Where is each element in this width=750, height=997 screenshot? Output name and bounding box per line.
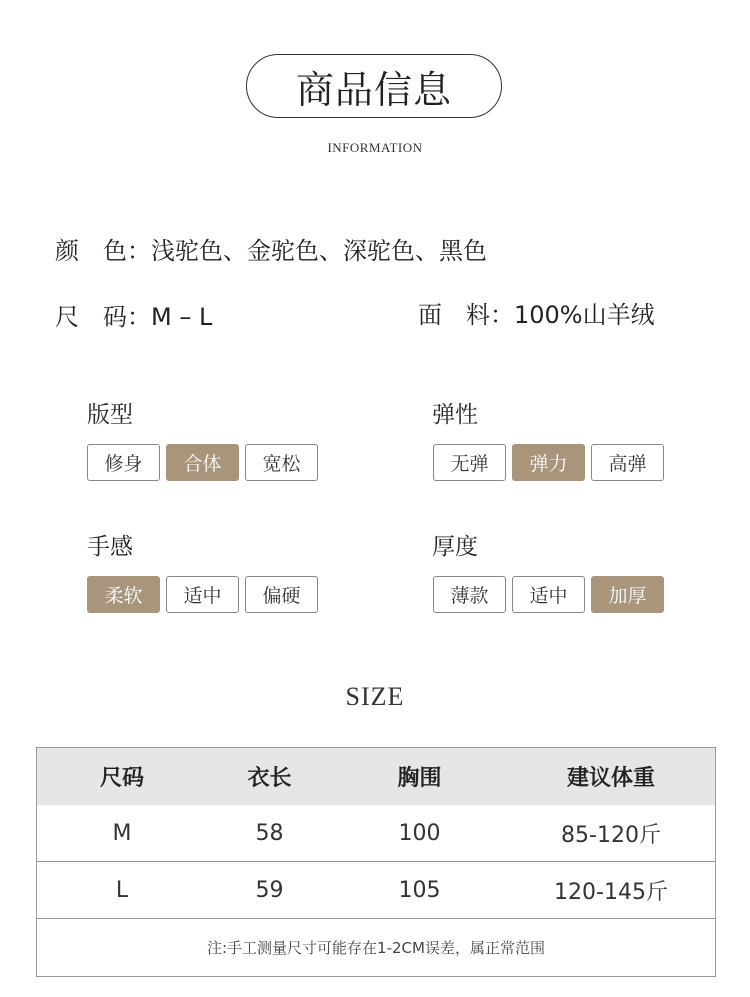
fit-option-loose[interactable]: 宽松: [245, 444, 318, 481]
cell-weight: 85-120斤: [561, 822, 661, 848]
feel-option-medium[interactable]: 适中: [166, 576, 239, 613]
size-value: M – L: [151, 303, 213, 331]
thickness-option-thin[interactable]: 薄款: [433, 576, 506, 613]
feel-options: [87, 576, 318, 613]
elasticity-option-none[interactable]: 无弹: [433, 444, 506, 481]
thickness-option-thick[interactable]: 加厚: [591, 576, 664, 613]
column-header-length: 衣长: [247, 766, 292, 791]
material-value: 100%山羊绒: [514, 301, 655, 329]
feel-option-soft[interactable]: 柔软: [87, 576, 160, 613]
measurement-note: 注:手工测量尺寸可能存在1-2CM误差，属正常范围: [207, 938, 545, 957]
column-header-size: 尺码: [99, 766, 144, 791]
cell-size: L: [115, 877, 129, 903]
thickness-title: 厚度: [432, 534, 478, 560]
cell-size: M: [112, 820, 132, 846]
feel-option-stiff[interactable]: 偏硬: [245, 576, 318, 613]
table-header-row: [37, 748, 715, 805]
elasticity-title: 弹性: [432, 402, 478, 428]
elasticity-option-high[interactable]: 高弹: [591, 444, 664, 481]
elasticity-option-stretch[interactable]: 弹力: [512, 444, 585, 481]
column-header-chest: 胸围: [397, 766, 442, 791]
thickness-options: [433, 576, 664, 613]
cell-weight: 120-145斤: [554, 879, 668, 905]
color-label: 颜 色：: [55, 237, 151, 265]
fit-option-slim[interactable]: 修身: [87, 444, 160, 481]
thickness-option-medium[interactable]: 适中: [512, 576, 585, 613]
size-table: [36, 747, 716, 977]
column-header-weight: 建议体重: [566, 766, 655, 791]
fit-title: 版型: [87, 402, 133, 428]
feel-title: 手感: [87, 534, 133, 560]
size-label: 尺 码：: [55, 303, 151, 331]
cell-length: 59: [255, 877, 284, 903]
size-section-title: SIZE: [345, 682, 405, 711]
material-label: 面 料：: [418, 301, 514, 329]
color-info: [55, 231, 487, 266]
table-row: [37, 862, 715, 919]
size-info: [55, 297, 212, 332]
elasticity-options: [433, 444, 664, 481]
material-info: [418, 295, 655, 330]
page-title: 商品信息: [246, 54, 502, 118]
color-value: 浅驼色、金驼色、深驼色、黑色: [151, 237, 487, 265]
fit-option-regular[interactable]: 合体: [166, 444, 239, 481]
fit-options: [87, 444, 318, 481]
cell-chest: 100: [398, 820, 441, 846]
table-row: [37, 805, 715, 862]
cell-length: 58: [255, 820, 284, 846]
cell-chest: 105: [398, 877, 441, 903]
page-subtitle: INFORMATION: [327, 140, 423, 155]
